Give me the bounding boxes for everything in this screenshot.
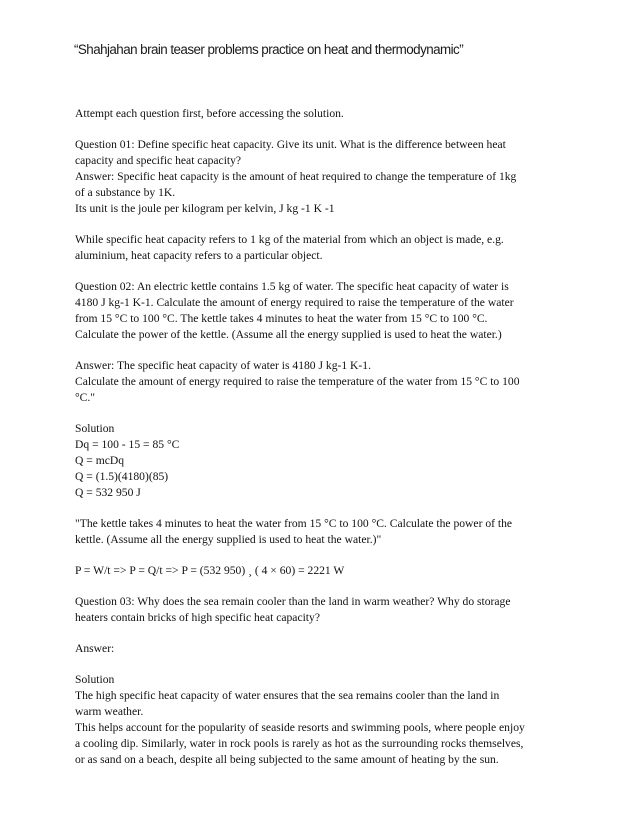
document-body [75,106,565,783]
text-line: The high specific heat capacity of water ensures that the sea remains cooler than the land in [75,689,500,702]
paragraph [75,563,565,579]
text-line: Question 02: An electric kettle contains 1.5 kg of water. The specific heat capacity of water is [75,280,509,293]
text-line: kettle. (Assume all the energy supplied is used to heat the water.)" [75,533,382,546]
paragraph [75,137,565,217]
text-line: Solution [75,673,115,686]
paragraph [75,106,565,122]
text-line: Q = (1.5)(4180)(85) [75,470,169,483]
text-line: Question 03: Why does the sea remain cooler than the land in warm weather? Why do storage [75,595,511,608]
document-title: “Shahjahan brain teaser problems practice on heat and thermodynamic” [74,42,464,57]
text-line: While specific heat capacity refers to 1 kg of the material from which an object is made, e.g. [75,233,504,246]
text-line: a cooling dip. Similarly, water in rock pools is rarely as hot as the surrounding rocks themselves, [75,737,524,750]
text-line: Attempt each question first, before accessing the solution. [75,107,344,120]
text-line: or as sand on a beach, despite all being subjected to the same amount of heating by the sun. [75,753,499,766]
paragraph [75,232,565,264]
text-line: Calculate the power of the kettle. (Assume all the energy supplied is used to heat the water.) [75,328,502,341]
paragraph [75,421,565,501]
paragraph [75,594,565,626]
text-line: Solution [75,422,115,435]
text-line: P = W/t => P = Q/t => P = (532 950) ¸ ( 4 × 60) = 2221 W [75,564,345,577]
text-line: Its unit is the joule per kilogram per kelvin, J kg -1 K -1 [75,202,335,215]
text-line: aluminium, heat capacity refers to a particular object. [75,249,323,262]
text-line: Dq = 100 - 15 = 85 °C [75,438,180,451]
text-line: 4180 J kg-1 K-1. Calculate the amount of energy required to raise the temperature of the water [75,296,514,309]
text-line: from 15 °C to 100 °C. The kettle takes 4 minutes to heat the water from 15 °C to 100 °C. [75,312,488,325]
text-line: Q = 532 950 J [75,486,141,499]
text-line: Question 01: Define specific heat capacity. Give its unit. What is the difference between heat [75,138,506,151]
text-line: Q = mcDq [75,454,125,467]
paragraph [75,516,565,548]
text-line: "The kettle takes 4 minutes to heat the water from 15 °C to 100 °C. Calculate the power of the [75,517,513,530]
text-line: warm weather. [75,705,144,718]
text-line: capacity and specific heat capacity? [75,154,242,167]
paragraph [75,672,565,768]
text-line: of a substance by 1K. [75,186,176,199]
text-line: Answer: [75,642,115,655]
paragraph [75,641,565,657]
text-line: Answer: The specific heat capacity of water is 4180 J kg-1 K-1. [75,359,371,372]
paragraph [75,358,565,406]
text-line: This helps account for the popularity of seaside resorts and swimming pools, where people enjoy [75,721,525,734]
text-line: Calculate the amount of energy required to raise the temperature of the water from 15 °C to 100 [75,375,520,388]
paragraph [75,279,565,343]
text-line: heaters contain bricks of high specific heat capacity? [75,611,320,624]
text-line: Answer: Specific heat capacity is the amount of heat required to change the temperature of 1kg [75,170,517,183]
text-line: °C." [75,391,96,404]
